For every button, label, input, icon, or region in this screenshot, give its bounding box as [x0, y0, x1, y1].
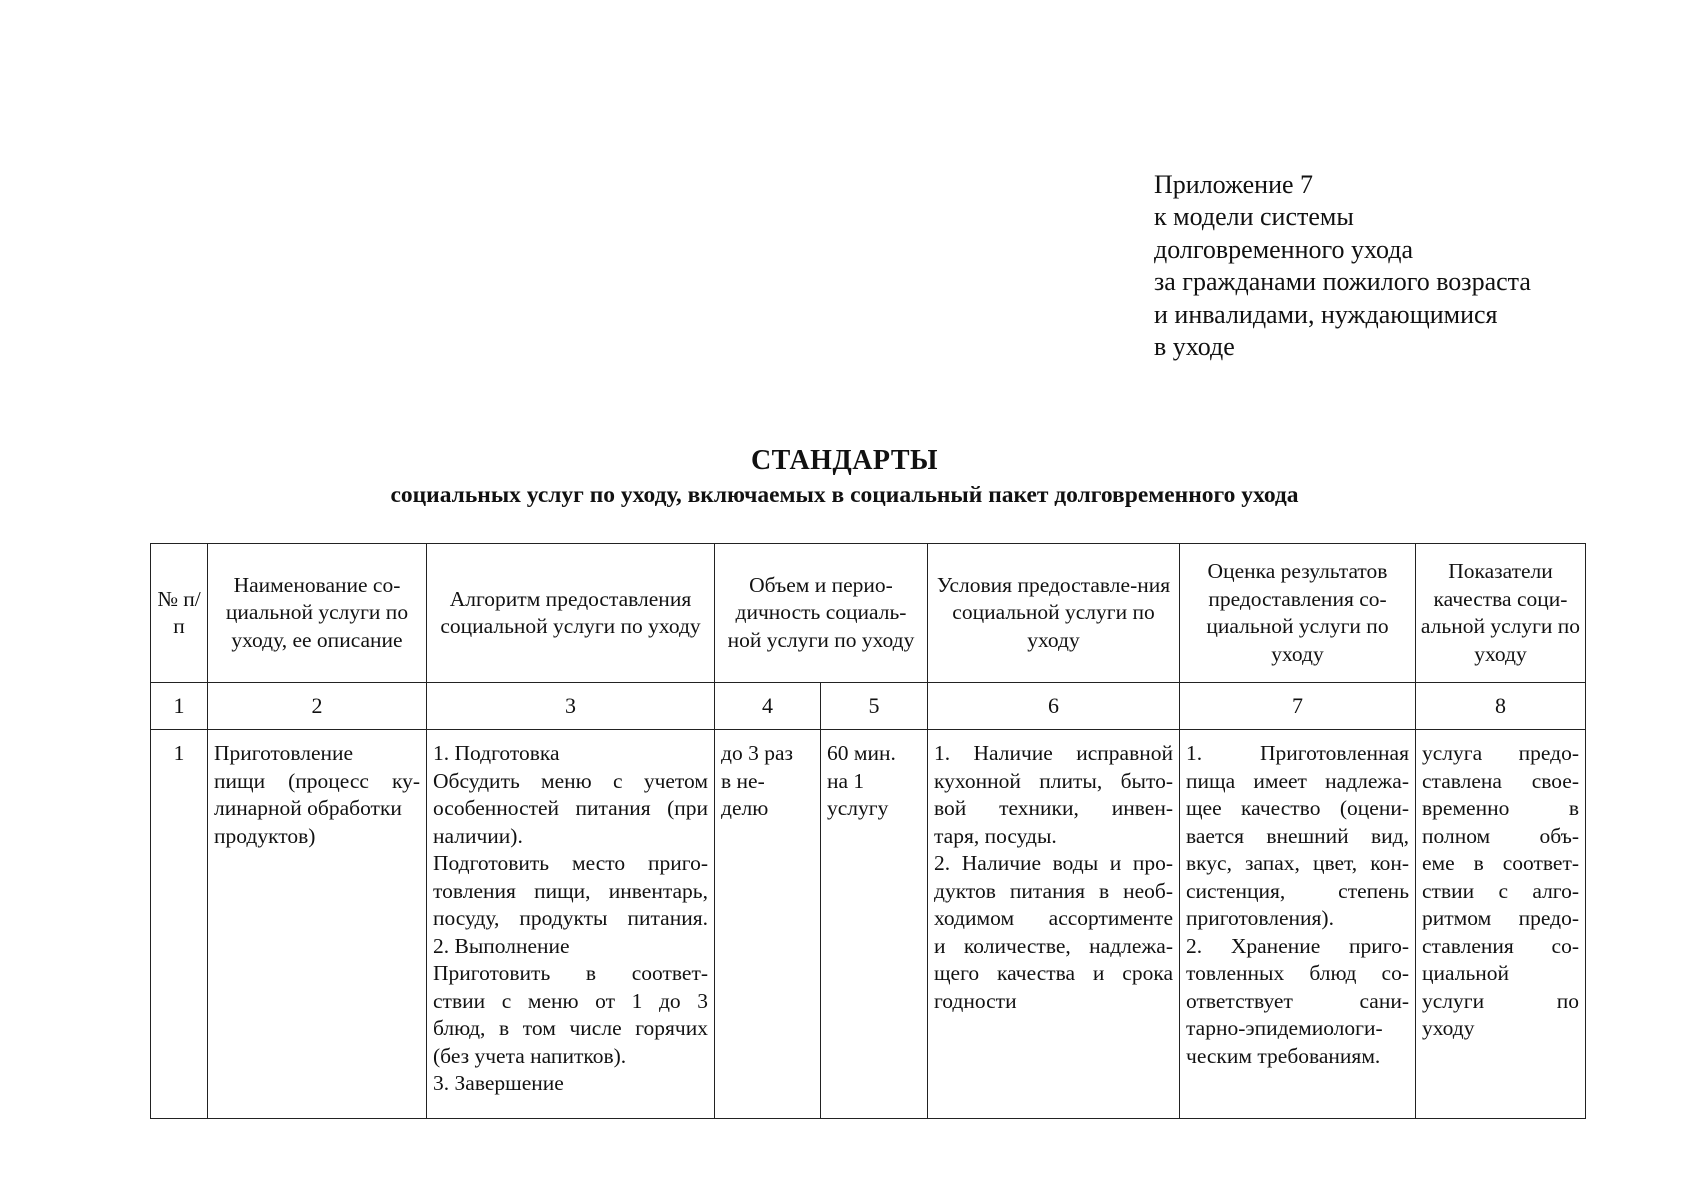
column-number: 4 — [715, 683, 821, 730]
text-line: делю — [721, 796, 769, 820]
text-line: пища имеет надлежа- — [1186, 768, 1409, 793]
column-number: 5 — [821, 683, 928, 730]
standards-table — [150, 543, 1586, 1119]
text-line: щего качества и срока — [934, 961, 1173, 985]
column-number: 1 — [151, 683, 208, 730]
text-line: особенностей питания (при — [433, 796, 708, 820]
column-number: 7 — [1180, 683, 1416, 730]
appendix-line: Приложение 7 — [1154, 170, 1314, 199]
text-line: временно в — [1422, 796, 1579, 820]
text-line: 60 мин. — [827, 741, 896, 765]
text-line: Приготовление — [214, 741, 354, 765]
column-number: 3 — [427, 683, 715, 730]
column-number: 8 — [1416, 683, 1586, 730]
text-line: до 3 раз — [721, 741, 793, 765]
header-name: Наименование со-циальной услуги по уходу, ее описание — [208, 544, 427, 683]
text-line: дуктов питания в необ- — [934, 878, 1173, 903]
text-line: годности — [934, 988, 1017, 1013]
text-line: Приготовить в соответ- — [433, 961, 708, 985]
text-line: таря, посуды. — [934, 823, 1057, 848]
text-line: тарно-эпидемиологи- — [1186, 1016, 1383, 1040]
text-line: Подготовить место приго- — [433, 851, 708, 875]
row-number: 1 — [151, 730, 208, 1119]
text-line: товления пищи, инвентарь, — [433, 878, 708, 903]
text-line: линарной обработки — [214, 796, 402, 820]
text-line: ставления со- — [1422, 933, 1579, 958]
text-line: в не- — [721, 768, 765, 793]
indicators-cell — [1416, 730, 1586, 1119]
text-line: наличии). — [433, 823, 523, 848]
text-line: блюд, в том числе горячих — [433, 1016, 708, 1040]
header-volume: Объем и перио-дичность социаль-ной услуги по уходу — [715, 544, 928, 683]
text-line: 2. Хранение приго- — [1186, 933, 1409, 958]
algorithm-cell — [427, 730, 715, 1119]
text-line: Обсудить меню с учетом — [433, 768, 708, 793]
text-line: 1. Приготовленная — [1186, 741, 1409, 765]
text-line: посуду, продукты питания. — [433, 906, 708, 930]
document-title: СТАНДАРТЫ — [750, 445, 939, 476]
evaluation-cell — [1180, 730, 1416, 1119]
header-algorithm: Алгоритм предоставления социальной услуги по уходу — [427, 544, 715, 683]
text-line: ритмом предо- — [1422, 906, 1579, 930]
column-number-row — [151, 683, 1586, 730]
text-line: циальной — [1422, 961, 1510, 985]
text-line: 2. Наличие воды и про- — [934, 851, 1173, 875]
text-line: товленных блюд со- — [1186, 961, 1409, 985]
text-line: продуктов) — [214, 823, 316, 848]
text-line: уходу — [1422, 1016, 1475, 1040]
duration-cell — [821, 730, 928, 1119]
table-row — [151, 730, 1586, 1119]
header-indicators: Показатели качества соци-альной услуги по уходу — [1416, 544, 1586, 683]
text-line: услуги по — [1422, 988, 1579, 1013]
text-line: приготовления). — [1186, 906, 1334, 930]
appendix-line: к модели системы — [1154, 202, 1354, 232]
text-line: систенция, степень — [1186, 878, 1409, 903]
text-line: еме в соответ- — [1422, 851, 1579, 875]
header-conditions: Условия предоставле-ния социальной услуги по уходу — [928, 544, 1180, 683]
text-line: ствии с меню от 1 до 3 — [433, 988, 708, 1013]
header-num: № п/п — [151, 544, 208, 683]
appendix-note — [1154, 169, 1531, 363]
text-line: ходимом ассортименте — [934, 906, 1173, 930]
text-line: ставлена свое- — [1422, 768, 1579, 793]
text-line: услуга предо- — [1422, 741, 1579, 765]
text-line: вается внешний вид, — [1186, 823, 1409, 848]
document-subtitle: социальных услуг по уходу, включаемых в социальный пакет долговременного ухода — [390, 482, 1299, 508]
text-line: на 1 — [827, 768, 865, 793]
column-number: 2 — [208, 683, 427, 730]
service-name-cell — [208, 730, 427, 1119]
text-line: ческим требованиям. — [1186, 1043, 1381, 1068]
text-line: 3. Завершение — [433, 1071, 564, 1095]
conditions-cell — [928, 730, 1180, 1119]
appendix-line: в уходе — [1154, 332, 1235, 362]
table-header-row — [151, 544, 1586, 683]
column-number: 6 — [928, 683, 1180, 730]
text-line: пищи (процесс ку- — [214, 768, 420, 793]
text-line: 2. Выполнение — [433, 933, 570, 958]
appendix-line: долговременного ухода — [1154, 234, 1414, 264]
text-line: щее качество (оцени- — [1186, 796, 1409, 820]
text-line: ответствует сани- — [1186, 988, 1409, 1013]
appendix-line: и инвалидами, нуждающимися — [1154, 299, 1498, 329]
text-line: 1. Подготовка — [433, 741, 560, 765]
text-line: вкус, запах, цвет, кон- — [1186, 851, 1409, 875]
text-line: ствии с алго- — [1422, 878, 1579, 903]
text-line: (без учета напитков). — [433, 1043, 627, 1068]
appendix-line: за гражданами пожилого возраста — [1154, 267, 1531, 297]
text-line: услугу — [827, 796, 889, 820]
text-line: полном объ- — [1422, 823, 1579, 848]
text-line: кухонной плиты, быто- — [934, 768, 1173, 793]
volume-cell — [715, 730, 821, 1119]
text-line: 1. Наличие исправной — [934, 741, 1173, 765]
text-line: и количестве, надлежа- — [934, 933, 1173, 958]
text-line: вой техники, инвен- — [934, 796, 1173, 820]
header-evaluation: Оценка результатов предоставления со-циальной услуги по уходу — [1180, 544, 1416, 683]
